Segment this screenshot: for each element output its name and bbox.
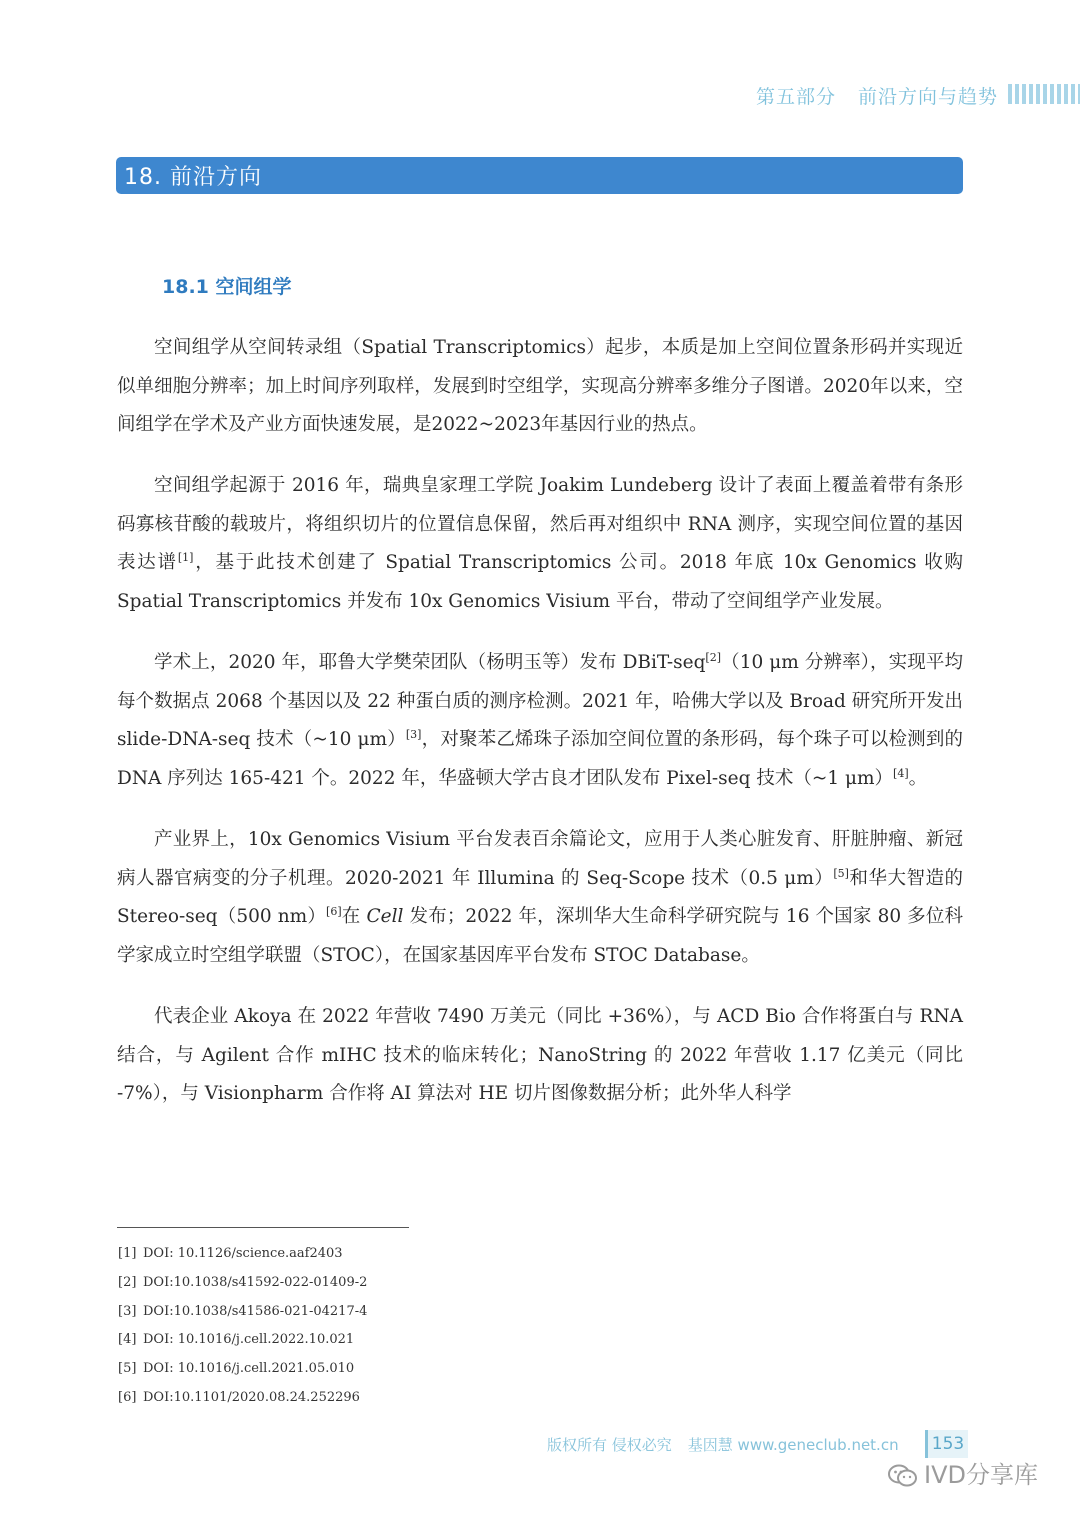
header-part-label: 第五部分 — [755, 86, 836, 108]
footnote-item: [4] DOI: 10.1016/j.cell.2022.10.021 — [118, 1332, 355, 1348]
paragraph-5: 代表企业 Akoya 在 2022 年营收 7490 万美元（同比 +36%），与 ACD Bio 合作将蛋白与 RNA 结合，与 Agilent 合作 mIHC 技术的临床转化；NanoString 的 2022 年营收 1.17 亿美元（同比 -7%），与 Visionpharm 合作将 AI 算法对 HE 切片图像数据分析；此外华人科学 — [117, 1005, 963, 1105]
footnote-doi: DOI: 10.1016/j.cell.2021.05.010 — [143, 1361, 355, 1377]
footnote-doi: DOI:10.1038/s41586-021-04217-4 — [143, 1303, 368, 1319]
citation-ref: [6] — [326, 905, 342, 919]
header-decoration-bars — [1008, 84, 1080, 104]
footnotes — [118, 1240, 367, 1413]
citation-ref: [4] — [893, 766, 909, 780]
footer-site: 基因慧 www.geneclub.net.cn — [687, 1436, 899, 1454]
citation-ref: [2] — [705, 651, 722, 664]
chapter-banner — [116, 157, 963, 194]
running-header — [756, 82, 998, 109]
paragraph-2: 空间组学起源于 2016 年，瑞典皇家理工学院 Joakim Lundeberg 设计了表面上覆盖着带有条形码寡核苷酸的载玻片，将组织切片的位置信息保留，然后再对组织中 RNA 测序，实现空间位置的基因表达谱[1]，基于此技术创建了 Spatial Transcriptomics 公司。2018 年底 10x Genomics 收购 Spatial Transcriptomics 并发布 10x Genomics Visium 平台，带动了空间组学产业发展。 — [117, 475, 963, 613]
section-title: 18.1 空间组学 — [162, 276, 292, 298]
footnote-doi: DOI:10.1101/2020.08.24.252296 — [143, 1389, 360, 1405]
citation-ref: [5] — [833, 866, 849, 880]
header-subtitle: 前沿方向与趋势 — [857, 86, 998, 108]
watermark — [888, 1455, 1038, 1490]
page-number: 153 — [925, 1430, 968, 1458]
citation-ref: [1] — [177, 551, 194, 565]
journal-name: Cell — [366, 906, 404, 928]
body-text — [117, 329, 963, 1136]
paragraph-4: 产业界上，10x Genomics Visium 平台发表百余篇论文，应用于人类心脏发育、肝脏肿瘤、新冠病人器官病变的分子机理。2020-2021 年 Illumina 的 Seq-Scope 技术（0.5 μm）[5]和华大智造的 Stereo-seq（500 nm）[6]在 Cell 发布；2022 年，深圳华大生命科学研究院与 16 个国家 80 多位科学家成立时空组学联盟（STOC），在国家基因库平台发布 STOC Database。 — [117, 829, 964, 966]
footnote-item: [6] DOI:10.1101/2020.08.24.252296 — [118, 1389, 360, 1405]
footnote-item: [5] DOI: 10.1016/j.cell.2021.05.010 — [118, 1361, 355, 1377]
footnote-item: [1] DOI: 10.1126/science.aaf2403 — [118, 1246, 343, 1261]
footnote-divider — [117, 1227, 409, 1228]
footer-rights: 版权所有 侵权必究 — [547, 1436, 672, 1454]
page-footer — [547, 1434, 899, 1455]
footnote-item: [3] DOI:10.1038/s41586-021-04217-4 — [118, 1303, 368, 1319]
footnote-item: [2] DOI:10.1038/s41592-022-01409-2 — [118, 1274, 368, 1290]
footnote-doi: DOI: 10.1126/science.aaf2403 — [143, 1246, 343, 1261]
footnote-doi: DOI: 10.1016/j.cell.2022.10.021 — [143, 1332, 355, 1348]
citation-ref: [3] — [405, 728, 422, 742]
paragraph-1: 空间组学从空间转录组（Spatial Transcriptomics）起步，本质是加上空间位置条形码并实现近似单细胞分辨率；加上时间序列取样，发展到时空组学，实现高分辨率多维分子图谱。2020年以来，空间组学在学术及产业方面快速发展，是2022~2023年基因行业的热点。 — [117, 337, 963, 436]
wechat-icon — [888, 1463, 918, 1489]
chapter-title: 18. 前沿方向 — [124, 165, 262, 190]
footnote-doi: DOI:10.1038/s41592-022-01409-2 — [143, 1274, 368, 1290]
watermark-text: IVD分享库 — [924, 1461, 1038, 1489]
paragraph-3: 学术上，2020 年，耶鲁大学樊荣团队（杨明玉等）发布 DBiT-seq[2]（10 μm 分辨率），实现平均每个数据点 2068 个基因以及 22 种蛋白质的测序检测。2021 年，哈佛大学以及 Broad 研究所开发出 slide-DNA-seq 技术（~10 μm）[3]，对聚苯乙烯珠子添加空间位置的条形码，每个珠子可以检测到的 DNA 序列达 165-421 个。2022 年，华盛顿大学古良才团队发布 Pixel-seq 技术（~1 μm）[4]。 — [117, 651, 963, 789]
